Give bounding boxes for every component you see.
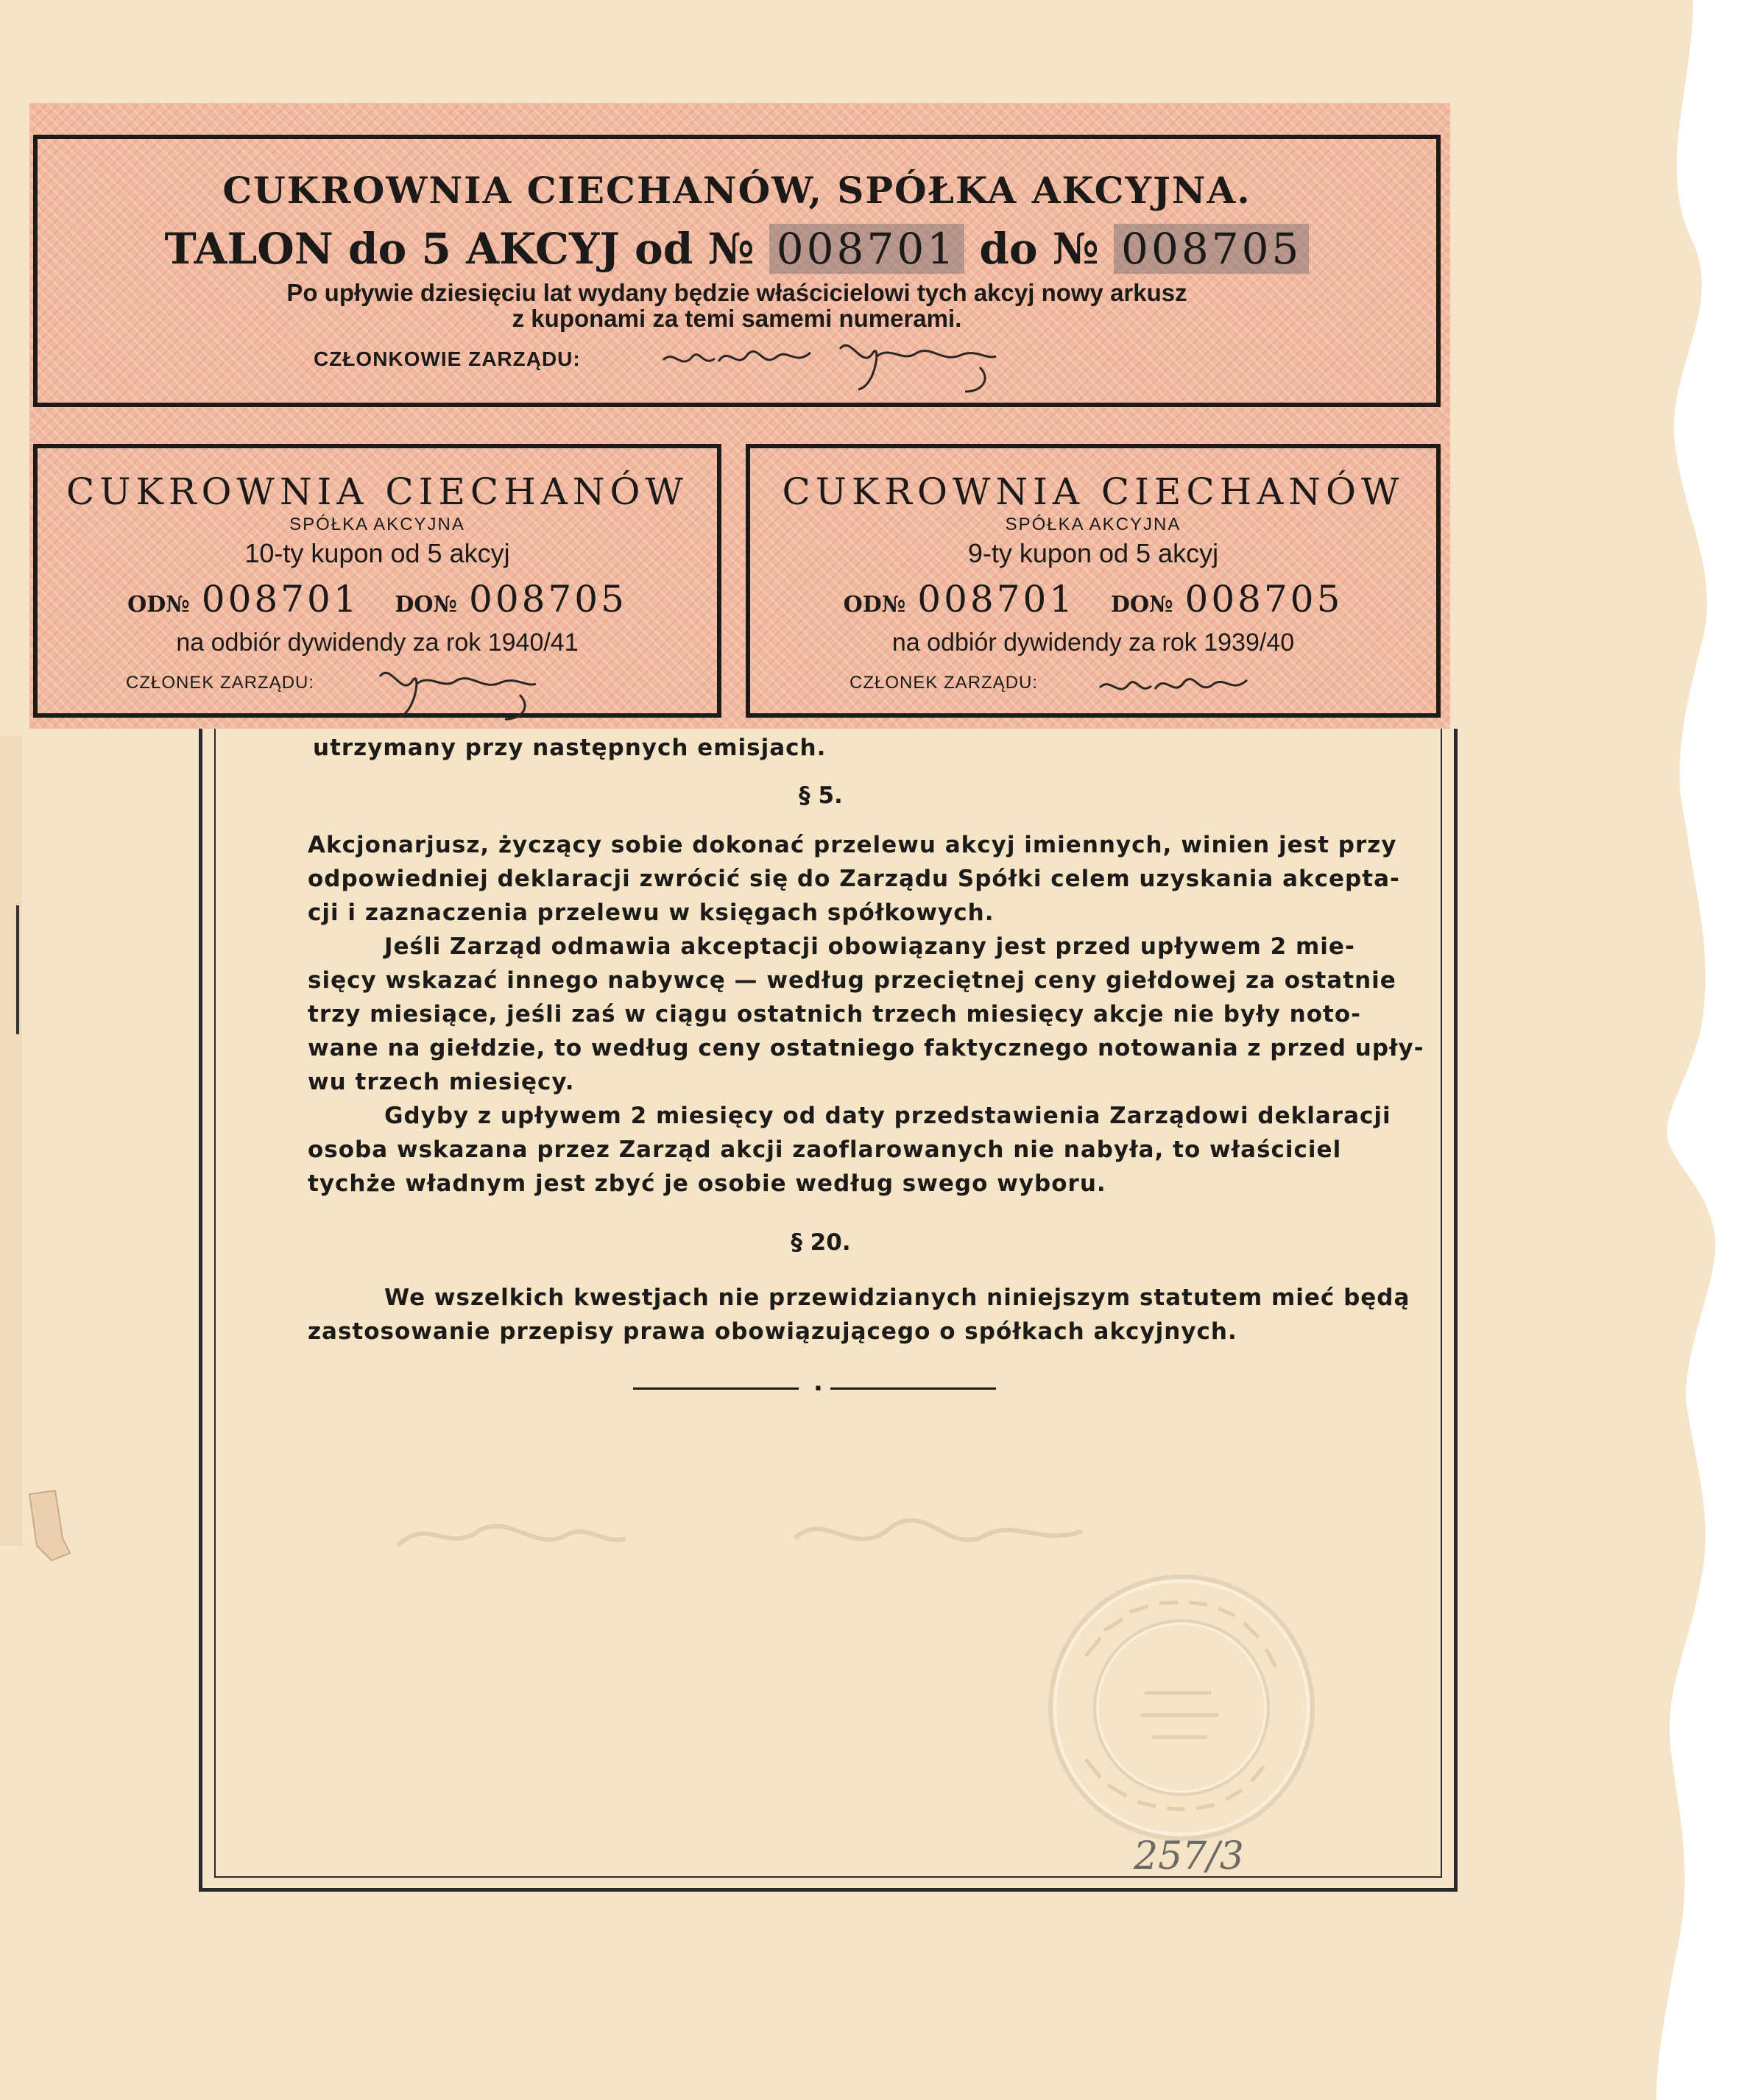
coupon-to-label: DO№ <box>395 592 458 618</box>
section-5-line: Jeśli Zarząd odmawia akceptacji obowiązany jest przed upływem 2 mie- <box>384 933 1355 960</box>
section-5-line: trzy miesiące, jeśli zaś w ciągu ostatnich trzech miesięcy akcje nie były noto- <box>308 1001 1362 1028</box>
talon-number-from: 008701 <box>769 224 964 274</box>
embossed-seal <box>1042 1568 1321 1848</box>
talon-heading-middle: do № <box>979 224 1099 274</box>
section-20-line: zastosowanie przepisy prawa obowiązującego o spółkach akcyjnych. <box>308 1318 1237 1345</box>
coupon-dividend-year: na odbiór dywidendy za rok 1940/41 <box>176 629 579 657</box>
coupon-legal-form: SPÓŁKA AKCYJNA <box>289 515 465 534</box>
margin-mark <box>16 905 19 1034</box>
section-20-line: We wszelkich kwestjach nie przewidzianych niniejszym statutem mieć będą <box>384 1284 1410 1311</box>
left-paper-shadow <box>0 736 22 1546</box>
coupon-signature <box>1096 665 1251 710</box>
coupon-number-range <box>750 578 1436 621</box>
coupon-company-name: CUKROWNIA CIECHANÓW <box>782 470 1405 513</box>
coupon-number-from: 008701 <box>201 578 360 621</box>
talon-number-to: 008705 <box>1114 224 1309 274</box>
coupon-label: 9-ty kupon od 5 akcyj <box>967 538 1219 568</box>
coupon-from-label: OD№ <box>843 592 906 618</box>
coupon-legal-form: SPÓŁKA AKCYJNA <box>1005 515 1181 534</box>
talon-note-line: Po upływie dziesięciu lat wydany będzie właścicielowi tych akcyj nowy arkusz <box>286 279 1187 306</box>
statute-intro-line: utrzymany przy następnych emisjach. <box>313 735 827 761</box>
talon-renewal-box <box>33 135 1441 407</box>
section-5-line: cji i zaznaczenia przelewu w księgach spółkowych. <box>308 899 995 926</box>
talon-note-line: z kuponami za temi samemi numerami. <box>512 305 962 332</box>
coupon-number-range <box>38 578 717 621</box>
talon-company-name: CUKROWNIA CIECHANÓW, SPÓŁKA AKCYJNA. <box>222 169 1251 212</box>
coupon-member-label: CZŁONEK ZARZĄDU: <box>849 673 1039 693</box>
section-5-line: tychże władnym jest zbyć je osobie według swego wyboru. <box>308 1170 1106 1197</box>
coupon-number-from: 008701 <box>917 578 1076 621</box>
coupon-company-name: CUKROWNIA CIECHANÓW <box>66 470 688 513</box>
dividend-coupon-10 <box>33 444 721 718</box>
signature-1 <box>660 338 814 382</box>
section-20-title: § 20. <box>791 1229 851 1256</box>
talon-heading <box>38 224 1436 274</box>
section-5-line: osoba wskazana przez Zarząd akcji zaoflarowanych nie nabyła, to właściciel <box>308 1136 1342 1163</box>
talon-heading-prefix: TALON do 5 AKCYJ od № <box>164 224 755 274</box>
coupon-from-label: OD№ <box>127 592 190 618</box>
coupon-signature <box>372 654 542 721</box>
closing-rule-right <box>830 1387 996 1390</box>
coupon-to-label: DO№ <box>1110 592 1173 618</box>
closing-rule-left <box>633 1387 799 1390</box>
section-5-line: wane na giełdzie, to według ceny ostatniego faktycznego notowania z przed upły- <box>308 1035 1424 1061</box>
coupon-member-label: CZŁONEK ZARZĄDU: <box>126 673 315 693</box>
coupon-label: 10-ty kupon od 5 akcyj <box>244 538 510 568</box>
coupon-number-to: 008705 <box>1184 578 1343 621</box>
closing-separator: . <box>813 1368 823 1397</box>
faded-signature-marks <box>383 1494 1193 1575</box>
section-5-title: § 5. <box>799 782 843 809</box>
section-5-line: Gdyby z upływem 2 miesięcy od daty przedstawienia Zarządowi deklaracji <box>384 1103 1391 1129</box>
pencil-catalog-note: 257/3 <box>1134 1834 1244 1878</box>
section-5-line: wu trzech miesięcy. <box>308 1069 575 1095</box>
dividend-coupon-9 <box>746 444 1441 718</box>
talon-board-label: CZŁONKOWIE ZARZĄDU: <box>314 347 581 370</box>
section-5-line: Akcjonarjusz, życzący sobie dokonać przelewu akcyj imiennych, winien jest przy <box>308 832 1397 858</box>
section-5-line: sięcy wskazać innego nabywcę — według przeciętnej ceny giełdowej za ostatnie <box>308 967 1396 994</box>
coupon-number-to: 008705 <box>469 578 627 621</box>
section-5-line: odpowiedniej deklaracji zwrócić się do Zarządu Spółki celem uzyskania akcepta- <box>308 866 1400 892</box>
coupon-dividend-year: na odbiór dywidendy za rok 1939/40 <box>891 629 1295 657</box>
signature-2 <box>833 327 1002 397</box>
